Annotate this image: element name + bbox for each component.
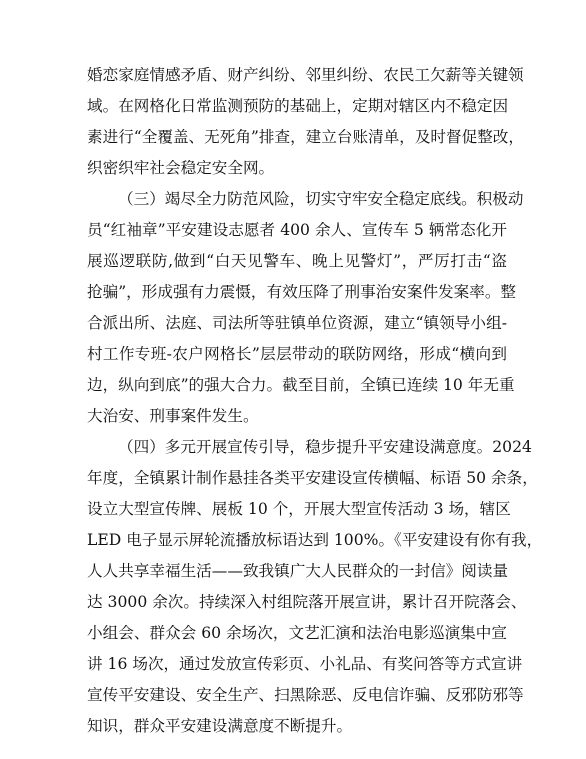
text-line: 知识，群众平安建设满意度不断提升。 — [87, 717, 353, 735]
text-line: 素进行“全覆盖、无死角”排查，建立台账清单，及时督促整改， — [87, 128, 524, 146]
text-line: 人人共享幸福生活——致我镇广大人民群众的一封信》阅读量 — [87, 562, 509, 580]
text-line: 边，纵向到底”的强大合力。截至目前，全镇已连续 10 年无重 — [87, 376, 515, 394]
text-line: 域。在网格化日常监测预防的基础上，定期对辖区内不稳定因 — [87, 97, 509, 115]
text-line: LED 电子显示屏轮流播放标语达到 100%。《平安建设有你有我， — [87, 531, 543, 549]
text-line: 婚恋家庭情感矛盾、财产纠纷、邻里纠纷、农民工欠薪等关键领 — [87, 66, 524, 84]
text-line: 讲 16 场次，通过发放宣传彩页、小礼品、有奖问答等方式宣讲 — [87, 655, 523, 673]
text-line: 抢骗”，形成强有力震慑，有效压降了刑事治安案件发案率。整 — [87, 283, 517, 301]
text-line: 员“红袖章”平安建设志愿者 400 余人、宣传车 5 辆常态化开 — [87, 221, 507, 239]
text-line: 大治安、刑事案件发生。 — [87, 407, 259, 425]
text-line: 织密织牢社会稳定安全网。 — [87, 159, 275, 177]
text-line: 村工作专班-农户网格长”层层带动的联防网络，形成“横向到 — [87, 345, 507, 363]
text-line: 年度，全镇累计制作悬挂各类平安建设宣传横幅、标语 50 余条， — [87, 469, 538, 487]
text-line: 达 3000 余次。持续深入村组院落开展宣讲，累计召开院落会、 — [87, 593, 527, 611]
text-line: 小组会、群众会 60 余场次，文艺汇演和法治电影巡演集中宣 — [87, 624, 507, 642]
section-heading-line: （四）多元开展宣传引导，稳步提升平安建设满意度。2024 — [118, 438, 532, 456]
section-heading-line: （三）竭尽全力防范风险，切实守牢安全稳定底线。积极动 — [118, 190, 524, 208]
text-line: 展巡逻联防,做到“白天见警车、晚上见警灯”，严厉打击“盗 — [87, 252, 507, 270]
text-line: 宣传平安建设、安全生产、扫黑除恶、反电信诈骗、反邪防邪等 — [87, 686, 524, 704]
text-line: 合派出所、法庭、司法所等驻镇单位资源，建立“镇领导小组- — [87, 314, 507, 332]
text-line: 设立大型宣传牌、展板 10 个，开展大型宣传活动 3 场，辖区 — [87, 500, 511, 518]
